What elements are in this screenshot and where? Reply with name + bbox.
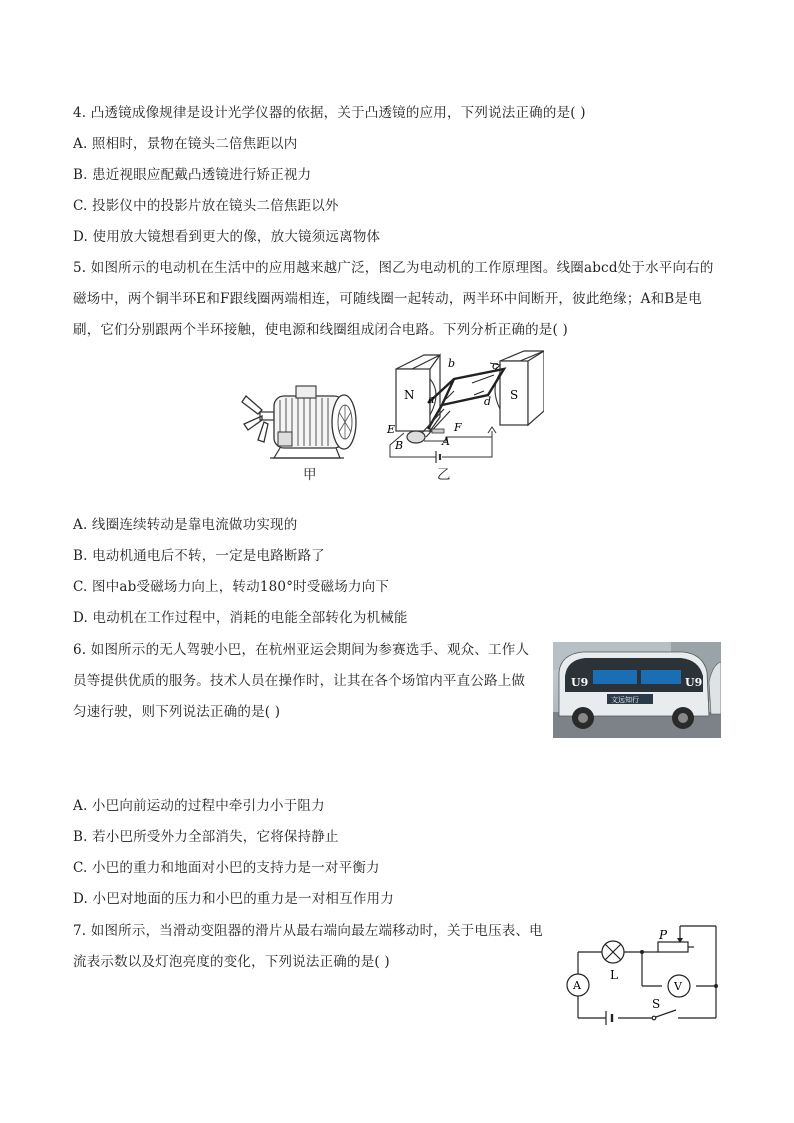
label-S: S: [510, 388, 519, 402]
circuit-label-A: A: [573, 979, 581, 992]
q6-option-c: C. 小巴的重力和地面对小巴的支持力是一对平衡力: [73, 860, 380, 876]
figure-label-yi: 乙: [437, 467, 451, 483]
label-N: N: [404, 388, 415, 402]
motor-principle-figure: [384, 349, 544, 467]
q5-stem-line-2: 磁场中，两个铜半环E和F跟线圈两端相连，可随线圈一起转动，两半环中间断开，彼此绝缘；A和B是电: [73, 291, 702, 307]
q6-option-b: B. 若小巴所受外力全部消失，它将保持静止: [73, 829, 339, 845]
q5-option-c: C. 图中ab受磁场力向上，转动180°时受磁场力向下: [73, 579, 390, 595]
q6-option-d: D. 小巴对地面的压力和小巴的重力是一对相互作用力: [73, 891, 394, 907]
bus-photo: [553, 642, 721, 738]
q6-option-a: A. 小巴向前运动的过程中牵引力小于阻力: [73, 798, 325, 814]
q4-option-a: A. 照相时，景物在镜头二倍焦距以内: [73, 136, 298, 152]
label-a: a: [428, 393, 435, 406]
q5-option-d: D. 电动机在工作过程中，消耗的电能全部转化为机械能: [73, 610, 408, 626]
bus-logo-right: U9: [685, 676, 703, 689]
q6-stem-line-3: 匀速行驶，则下列说法正确的是( ): [73, 704, 281, 720]
q7-stem-line-1: 7. 如图所示，当滑动变阻器的滑片从最右端向最左端移动时，关于电压表、电: [73, 923, 543, 939]
circuit-label-L: L: [610, 968, 618, 982]
principle-drawing: [384, 349, 544, 467]
circuit-label-S: S: [652, 997, 661, 1011]
q5-stem-line-1: 5. 如图所示的电动机在生活中的应用越来越广泛，图乙为电动机的工作原理图。线圈abcd处于水平向右的: [73, 260, 714, 276]
q6-stem-line-2: 员等提供优质的服务。技术人员在操作时，让其在各个场馆内平直公路上做: [73, 673, 526, 689]
circuit-label-V: V: [674, 980, 682, 993]
label-d: d: [484, 395, 492, 408]
q4-option-c: C. 投影仪中的投影片放在镜头二倍焦距以外: [73, 198, 339, 214]
circuit-drawing: [562, 924, 722, 1028]
figure-label-jia: 甲: [303, 467, 317, 483]
q4-option-d: D. 使用放大镜想看到更大的像，放大镜须远离物体: [73, 229, 381, 245]
circuit-figure: [562, 924, 722, 1028]
q5-option-b: B. 电动机通电后不转，一定是电路断路了: [73, 548, 326, 564]
q5-option-a: A. 线圈连续转动是靠电流做功实现的: [73, 517, 298, 533]
q4-option-b: B. 患近视眼应配戴凸透镜进行矫正视力: [73, 167, 312, 183]
q4-stem: 4. 凸透镜成像规律是设计光学仪器的依据，关于凸透镜的应用，下列说法正确的是( ): [73, 105, 586, 121]
bus-drawing: [553, 642, 721, 738]
q6-stem-line-1: 6. 如图所示的无人驾驶小巴，在杭州亚运会期间为参赛选手、观众、工作人: [73, 642, 530, 658]
label-b: b: [448, 357, 456, 370]
q5-stem-line-3: 刷，它们分别跟两个半环接触，使电源和线圈组成闭合电路。下列分析正确的是( ): [73, 322, 568, 338]
label-B: B: [395, 439, 404, 452]
label-c: c: [492, 359, 499, 372]
label-A: A: [442, 435, 450, 448]
bus-logo-left: U9: [571, 676, 589, 689]
q7-stem-line-2: 流表示数以及灯泡亮度的变化，下列说法正确的是( ): [73, 954, 390, 970]
circuit-label-P: P: [659, 928, 668, 942]
label-E: E: [387, 423, 396, 436]
label-F: F: [454, 421, 462, 434]
bus-sign-text: 文远知行: [611, 696, 639, 704]
